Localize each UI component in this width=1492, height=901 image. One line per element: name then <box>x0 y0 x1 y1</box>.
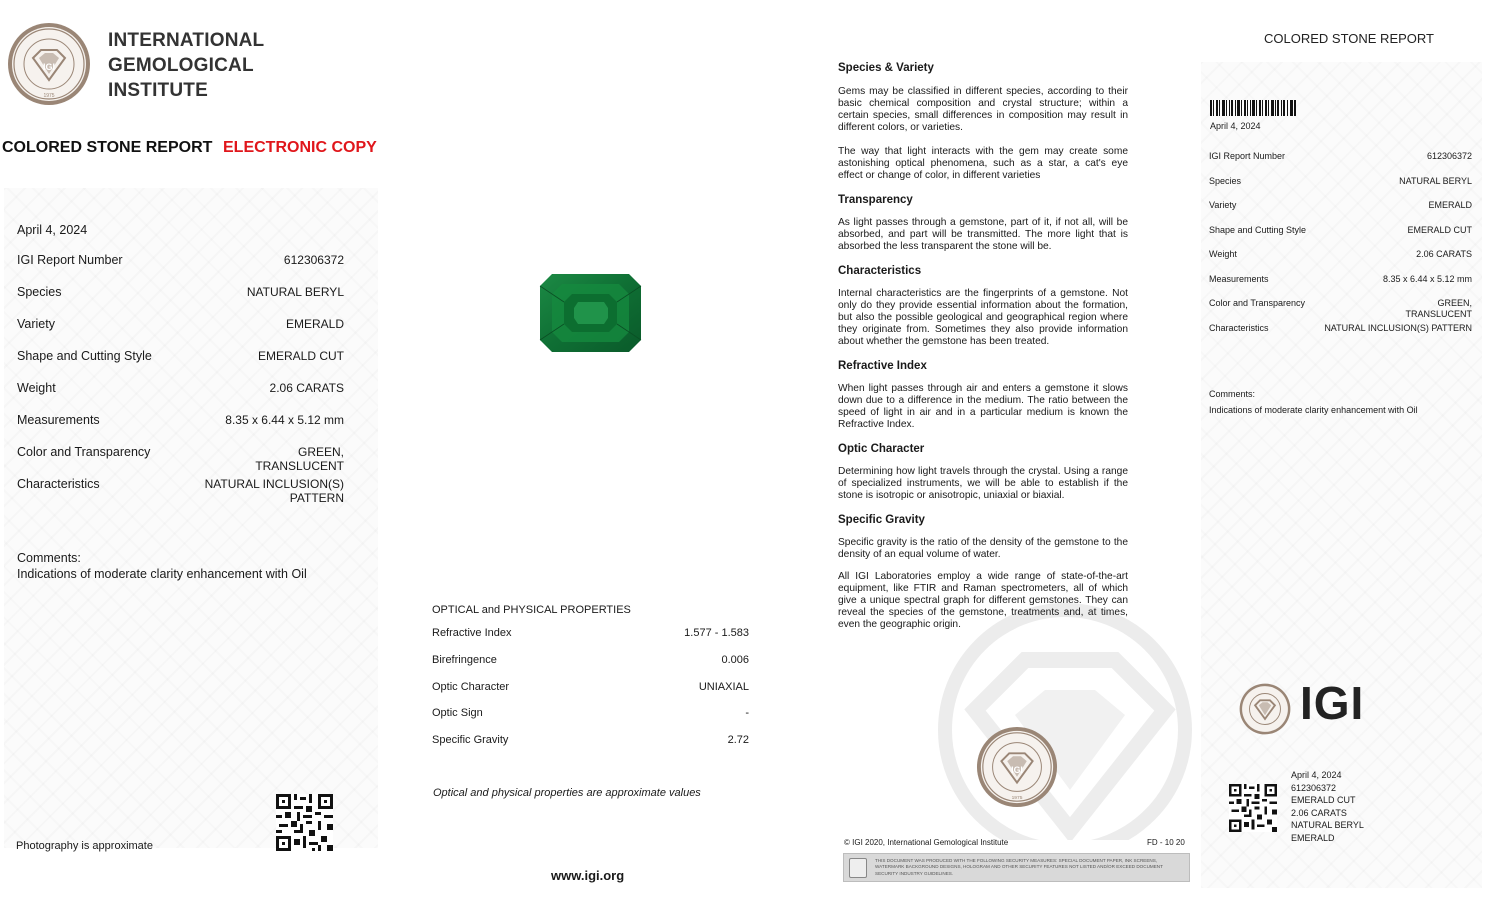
row-label: Shape and Cutting Style <box>17 349 152 363</box>
row-label: Specific Gravity <box>432 734 509 746</box>
section-paragraph: Determining how light travels through the crystal. Using a range of specialized instruments, we will be able to establish if the stone is isotropic or anisotropic, uniaxial or biaxial. <box>838 466 1128 501</box>
value-line: PATTERN <box>289 491 344 505</box>
row-label: IGI Report Number <box>1209 151 1286 161</box>
summary-row <box>1209 176 1472 186</box>
value-line: GREEN, <box>297 445 344 459</box>
comments-label: Comments: <box>17 551 81 565</box>
report-date: April 4, 2024 <box>17 223 88 237</box>
tag-line: 2.06 CARATS <box>1291 807 1347 818</box>
row-label: Measurements <box>17 413 100 427</box>
info-column <box>838 62 1128 631</box>
optical-row <box>432 654 749 666</box>
brand-name <box>108 28 264 103</box>
optical-row <box>432 734 749 746</box>
row-label: Shape and Cutting Style <box>1209 225 1307 235</box>
section-paragraph: Specific gravity is the ratio of the density of the gemstone to the density of an equal volume of water. <box>838 537 1128 560</box>
row-label: Color and Transparency <box>1209 298 1306 308</box>
report-row <box>17 477 344 505</box>
row-value: 2.06 CARATS <box>269 381 344 395</box>
row-value: 1.577 - 1.583 <box>684 627 749 639</box>
optical-title: OPTICAL and PHYSICAL PROPERTIES <box>432 604 631 616</box>
optical-row <box>432 707 749 719</box>
tag-line: April 4, 2024 <box>1291 770 1342 780</box>
security-note: THIS DOCUMENT WAS PRODUCED WITH THE FOLLOWING SECURITY MEASURES: SPECIAL DOCUMENT PAPER, INK SCREENS, WATERMARK BACKGROUND DESIGNS, HOLOGRAM AND OTHER SECURITY FEATURES NOT LISTED AND/OR EXCEED DOCUMENT SECURITY INDUSTRY GUIDELINES. <box>875 857 1163 876</box>
row-label: Weight <box>1209 249 1237 259</box>
row-label: Variety <box>17 317 55 331</box>
seal-letters: IGI <box>42 62 56 72</box>
report-row <box>17 285 344 299</box>
seal-year: 1975 <box>43 93 55 99</box>
section-paragraph: All IGI Laboratories employ a wide range of state-of-the-art equipment, like FTIR and Raman spectrometers, all of which give a unique spectral graph for different gemstones. They can reveal the species of the gemstone, treatments and, at times, even the geographic origin. <box>838 571 1128 630</box>
section-heading: Species & Variety <box>838 62 934 74</box>
row-label: Characteristics <box>17 477 100 491</box>
comments-text: Indications of moderate clarity enhancement with Oil <box>17 567 307 581</box>
row-label: Variety <box>1209 200 1237 210</box>
row-value <box>255 445 344 473</box>
row-value <box>205 477 344 505</box>
row-value: - <box>745 707 749 719</box>
row-label: Weight <box>17 381 56 395</box>
optical-row <box>432 627 749 639</box>
row-value: 2.06 CARATS <box>1416 249 1472 259</box>
row-value: UNIAXIAL <box>698 681 749 693</box>
row-value <box>1405 298 1472 320</box>
form-code: FD - 10 20 <box>1147 838 1185 847</box>
section-heading: Specific Gravity <box>838 514 925 526</box>
tag-line: NATURAL BERYL <box>1291 820 1364 831</box>
website-link[interactable]: www.igi.org <box>551 868 625 883</box>
section-paragraph: Internal characteristics are the fingerprints of a gemstone. Not only do they provide essential information about the formation, but also the possible geological and geographical region where they originate from. Sometimes they also provide information about whether the gemstone has been treated. <box>838 288 1128 347</box>
row-value: 2.72 <box>727 734 749 746</box>
value-line: NATURAL INCLUSION(S) <box>204 477 344 491</box>
section-paragraph: Gems may be classified in different species, according to their basic chemical composition and crystal structure; within a certain species, small differences in composition may result in different colors, or varieties. <box>838 86 1128 133</box>
tag-summary <box>1291 769 1364 845</box>
row-label: Optic Character <box>432 681 510 693</box>
row-label: Characteristics <box>1209 323 1269 333</box>
row-value: EMERALD CUT <box>257 349 344 363</box>
qr-code-icon <box>1229 784 1277 832</box>
row-label: IGI Report Number <box>17 253 123 267</box>
summary-row <box>1209 274 1472 284</box>
row-value: EMERALD CUT <box>1407 225 1472 235</box>
summary-row <box>1209 298 1472 320</box>
section-paragraph: The way that light interacts with the gem may create some astonishing optical phenomena, such as a star, a cat's eye effect or change of color, in different varieties <box>838 146 1128 181</box>
report-row <box>17 413 344 427</box>
igi-seal-logo <box>1239 683 1291 735</box>
tag-line: 612306372 <box>1291 782 1337 793</box>
barcode-icon <box>1210 100 1296 116</box>
emerald-gem-image <box>538 272 643 354</box>
row-value: NATURAL INCLUSION(S) PATTERN <box>1324 323 1472 333</box>
row-value: 8.35 x 6.44 x 5.12 mm <box>225 413 344 427</box>
section-heading: Characteristics <box>838 265 922 277</box>
row-label: Measurements <box>1209 274 1269 284</box>
row-value: 612306372 <box>1426 151 1472 161</box>
row-label: Species <box>17 285 62 299</box>
row-value: EMERALD <box>285 317 344 331</box>
igi-seal-logo <box>7 22 91 106</box>
summary-comments-text: Indications of moderate clarity enhancement with Oil <box>1209 405 1418 415</box>
summary-row <box>1209 200 1472 210</box>
seal-year: 1975 <box>1011 796 1023 802</box>
row-label: Birefringence <box>432 654 497 666</box>
summary-title: COLORED STONE REPORT <box>1264 31 1434 46</box>
optical-note: Optical and physical properties are approximate values <box>433 787 701 799</box>
row-value: NATURAL BERYL <box>246 285 344 299</box>
report-row <box>17 317 344 331</box>
row-label: Species <box>1209 176 1242 186</box>
summary-date: April 4, 2024 <box>1210 121 1261 131</box>
summary-row <box>1209 323 1472 333</box>
section-paragraph: When light passes through air and enters a gemstone it slows down due to a difference in the medium. The ratio between the speed of light in air and in a particular medium is known the Refractive Index. <box>838 383 1128 430</box>
row-value: NATURAL BERYL <box>1399 176 1472 186</box>
report-title: COLORED STONE REPORT <box>2 139 213 156</box>
row-value: 612306372 <box>283 253 344 267</box>
brand-line: INTERNATIONAL <box>108 30 265 51</box>
row-value: 8.35 x 6.44 x 5.12 mm <box>1382 274 1472 284</box>
report-row <box>17 349 344 363</box>
brand-line: INSTITUTE <box>108 80 208 101</box>
report-row <box>17 445 344 473</box>
tag-line: EMERALD <box>1291 832 1335 843</box>
summary-row <box>1209 151 1472 161</box>
tag-line: EMERALD CUT <box>1291 795 1356 806</box>
row-value: 0.006 <box>721 654 749 666</box>
section-heading: Refractive Index <box>838 360 927 372</box>
value-line: GREEN, <box>1437 298 1472 308</box>
row-value: EMERALD <box>1428 200 1472 210</box>
summary-row <box>1209 249 1472 259</box>
qr-code-icon <box>276 794 333 851</box>
section-heading: Transparency <box>838 194 913 206</box>
report-row <box>17 381 344 395</box>
row-label: Refractive Index <box>432 627 512 639</box>
security-icon <box>849 858 867 878</box>
value-line: TRANSLUCENT <box>1405 309 1472 319</box>
seal-letters: IGI <box>1011 764 1023 775</box>
brand-line: GEMOLOGICAL <box>108 55 254 76</box>
summary-row <box>1209 225 1472 235</box>
value-line: TRANSLUCENT <box>255 459 344 473</box>
photo-note: Photography is approximate <box>16 840 153 852</box>
optical-row <box>432 681 749 693</box>
security-strip <box>843 853 1190 882</box>
electronic-copy-label: ELECTRONIC COPY <box>223 139 377 156</box>
copyright-text: © IGI 2020, International Gemological Institute <box>844 838 1009 847</box>
summary-comments-label: Comments: <box>1209 389 1256 399</box>
row-label: Color and Transparency <box>17 445 151 459</box>
section-heading: Optic Character <box>838 443 925 455</box>
igi-seal-logo <box>976 726 1058 808</box>
report-row <box>17 253 344 267</box>
row-label: Optic Sign <box>432 707 483 719</box>
section-paragraph: As light passes through a gemstone, part of it, if not all, will be absorbed, and part will be transmitted. The more light that is absorbed the less transparent the stone will be. <box>838 217 1128 252</box>
igi-logo-text: IGI <box>1300 677 1365 729</box>
